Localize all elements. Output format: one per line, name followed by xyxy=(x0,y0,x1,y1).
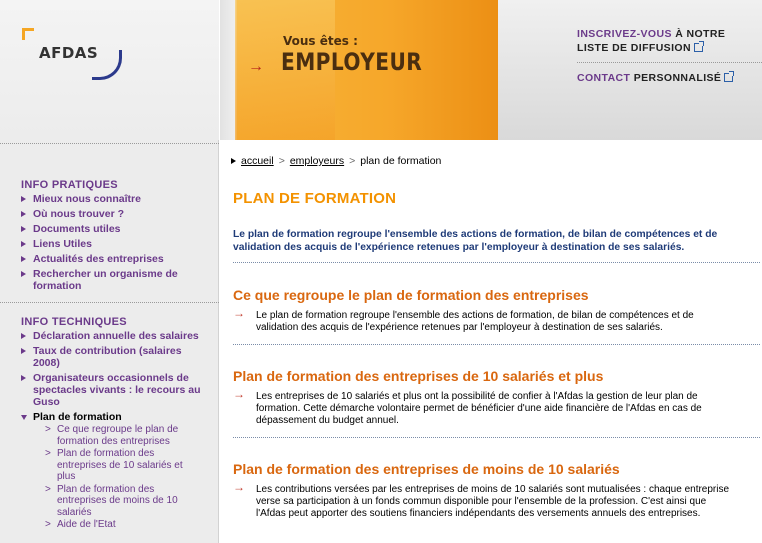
intro-text: Le plan de formation regroupe l'ensemble des actions de formation, de bilan de compétences et de validation des acquis de l'expérience retenues par l'employeur à destination de ses salariés. xyxy=(233,229,718,253)
arrow-right-icon xyxy=(21,241,26,247)
sidebar-item-taux-contribution[interactable] xyxy=(21,345,201,369)
arrow-right-icon: → xyxy=(233,387,245,401)
logo-area xyxy=(0,0,219,140)
arrow-right-icon: → xyxy=(233,306,245,320)
header-links-area xyxy=(498,0,762,140)
section-title-10-salaries-et-plus: Plan de formation des entreprises de 10 salariés et plus xyxy=(233,368,604,384)
sidebar-item-label: Actualités des entreprises xyxy=(33,253,164,265)
sidebar-item-label: Organisateurs occasionnels de spectacles vivants : le recours au Guso xyxy=(33,372,201,408)
sidebar-item-label: Déclaration annuelle des salaires xyxy=(33,330,199,342)
logo-swoosh-icon xyxy=(92,50,122,80)
info-pratiques-title: INFO PRATIQUES xyxy=(21,179,118,191)
arrow-right-icon xyxy=(21,196,26,202)
breadcrumb-separator: > xyxy=(278,155,285,167)
breadcrumb-employeurs-link[interactable]: employeurs xyxy=(289,155,345,167)
section-text-moins-de-10-salaries xyxy=(233,480,733,519)
page-title: PLAN DE FORMATION xyxy=(233,190,397,207)
arrow-right-icon xyxy=(21,375,26,381)
arrow-right-icon xyxy=(21,256,26,262)
sidebar-item-label: Rechercher un organisme de formation xyxy=(33,268,178,292)
sidebar-item-plan-de-formation[interactable] xyxy=(21,411,201,531)
banner xyxy=(220,0,498,140)
info-techniques-title: INFO TECHNIQUES xyxy=(21,316,127,328)
content-divider xyxy=(233,437,760,438)
section-title-ce-que-regroupe: Ce que regroupe le plan de formation des entreprises xyxy=(233,287,589,303)
arrow-right-icon xyxy=(21,226,26,232)
sub-item-ce-que-regroupe[interactable] xyxy=(33,424,201,447)
section-text-ce-que-regroupe xyxy=(233,306,733,334)
sidebar-item-documents-utiles[interactable] xyxy=(21,223,201,235)
newsletter-label-part2: À NOTRE xyxy=(675,28,726,40)
sub-item-label: Aide de l'Etat xyxy=(57,519,116,530)
breadcrumb-home-link[interactable]: accueil xyxy=(241,155,274,167)
sidebar-item-label: Plan de formation xyxy=(33,411,122,423)
info-techniques-section xyxy=(21,316,201,534)
sidebar xyxy=(0,0,219,543)
logo-corner-mark xyxy=(22,28,34,40)
content-divider xyxy=(233,344,760,345)
sidebar-divider xyxy=(0,143,219,144)
content-divider xyxy=(233,262,760,263)
logo[interactable]: AFDAS xyxy=(39,44,99,62)
sidebar-item-organisateurs-occasionnels[interactable] xyxy=(21,372,201,408)
contact-label-part2: PERSONNALISÉ xyxy=(633,72,722,84)
sidebar-item-ou-nous-trouver[interactable] xyxy=(21,208,201,220)
arrow-right-icon xyxy=(231,158,236,164)
breadcrumb xyxy=(231,155,441,167)
banner-arrow-icon: → xyxy=(248,58,264,75)
sub-item-aide-etat[interactable] xyxy=(33,519,201,531)
contact-label-part1: CONTACT xyxy=(577,72,631,84)
sidebar-item-label: Où nous trouver ? xyxy=(33,208,125,220)
chevron-right-icon: > xyxy=(45,519,51,530)
sidebar-item-liens-utiles[interactable] xyxy=(21,238,201,250)
section-text-10-salaries-et-plus xyxy=(233,387,733,426)
breadcrumb-separator: > xyxy=(349,155,356,167)
arrow-right-icon: → xyxy=(233,480,245,494)
arrow-right-icon xyxy=(21,211,26,217)
chevron-right-icon: > xyxy=(45,483,51,495)
sidebar-item-actualites[interactable] xyxy=(21,253,201,265)
arrow-right-icon xyxy=(21,271,26,277)
sidebar-item-label: Documents utiles xyxy=(33,223,121,235)
sidebar-divider xyxy=(0,302,219,303)
external-link-icon xyxy=(724,73,733,82)
newsletter-label-part1: INSCRIVEZ-VOUS xyxy=(577,28,672,40)
arrow-down-icon xyxy=(21,415,27,420)
newsletter-link[interactable] xyxy=(577,27,725,55)
sidebar-item-label: Taux de contribution (salaires 2008) xyxy=(33,345,182,369)
section-text: Le plan de formation regroupe l'ensemble des actions de formation, de bilan de compétences et de validation des acquis de l'expérience retenues par l'employeur à destination de ses salariés. xyxy=(256,310,694,333)
sidebar-item-label: Liens Utiles xyxy=(33,238,92,250)
arrow-right-icon xyxy=(21,348,26,354)
header-divider xyxy=(577,62,762,63)
sidebar-item-label: Mieux nous connaître xyxy=(33,193,141,205)
sidebar-item-mieux-nous-connaitre[interactable] xyxy=(21,193,201,205)
sidebar-item-rechercher-organisme[interactable] xyxy=(21,268,201,292)
sub-menu xyxy=(33,424,201,531)
main-content xyxy=(233,190,760,253)
sub-item-label: Plan de formation des entreprises de moins de 10 salariés xyxy=(57,483,178,518)
sub-item-label: Ce que regroupe le plan de formation des entreprises xyxy=(57,424,179,447)
external-link-icon xyxy=(694,43,703,52)
sub-item-label: Plan de formation des entreprises de 10 salariés et plus xyxy=(57,448,183,482)
breadcrumb-current: plan de formation xyxy=(360,155,442,167)
contact-link[interactable] xyxy=(577,71,733,85)
chevron-right-icon: > xyxy=(45,424,51,435)
info-pratiques-section xyxy=(21,179,201,295)
sub-item-10-salaries-et-plus[interactable] xyxy=(33,448,201,483)
banner-title: EMPLOYEUR xyxy=(281,48,423,76)
section-title-moins-de-10-salaries: Plan de formation des entreprises de moins de 10 salariés xyxy=(233,461,620,477)
newsletter-label-line2: LISTE DE DIFFUSION xyxy=(577,42,691,54)
arrow-right-icon xyxy=(21,333,26,339)
chevron-right-icon: > xyxy=(45,448,51,459)
banner-subtitle: Vous êtes : xyxy=(283,34,358,48)
sub-item-moins-de-10-salaries[interactable] xyxy=(33,484,201,519)
section-text: Les entreprises de 10 salariés et plus ont la possibilité de confier à l'Afdas la gestion de leur plan de formation. Cette démarche volontaire permet de bénéficier d'une aide financière de l'Afdas en cas de dépassement du budget annuel. xyxy=(256,391,702,426)
section-text: Les contributions versées par les entreprises de moins de 10 salariés sont mutualisées : chaque entreprise verse sa participation à un fonds commun disponible pour l'ensemble de la profession. C'est ainsi que l'Afdas peut apporter des soutiens financiers indépendants des versements annuels des entreprises. xyxy=(256,484,730,519)
sidebar-item-declaration-annuelle[interactable] xyxy=(21,330,201,342)
